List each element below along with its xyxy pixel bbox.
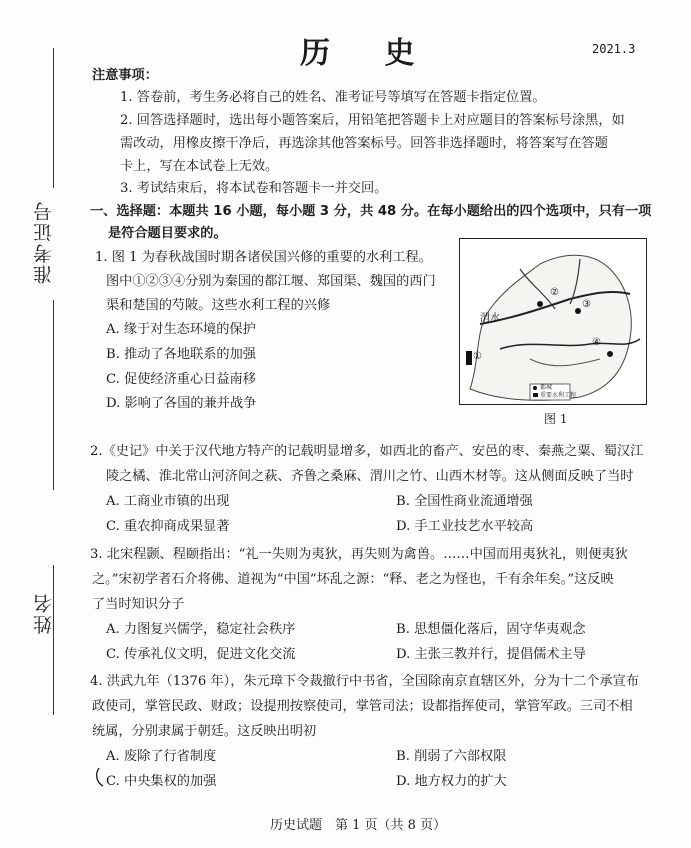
q4-stem: 统属，分别隶属于朝廷。这反映出明初 [92, 724, 317, 739]
q1-option-a[interactable]: A. 缘于对生态环境的保护 [106, 322, 256, 337]
separator-line [53, 300, 54, 490]
page-footer: 历史试题 第 1 页（共 8 页） [270, 818, 447, 833]
q2-option-a[interactable]: A. 工商业市镇的出现 [106, 494, 230, 509]
note-line: 2. 回答选择题时，选出每小题答案后，用铅笔把答题卡上对应题目的答案标号涂黑，如 [120, 113, 625, 128]
q1-stem: 1. 图 1 为春秋战国时期各诸侯国兴修的重要的水利工程。 [95, 250, 432, 265]
notes-heading: 注意事项： [92, 68, 158, 83]
figure-1-map [459, 238, 647, 405]
q3-option-b[interactable]: B. 思想僵化落后，固守华夷观念 [396, 622, 586, 637]
q4-option-d[interactable]: D. 地方权力的扩大 [396, 774, 507, 789]
q3-option-d[interactable]: D. 主张三教并行，提倡儒术主导 [396, 647, 586, 662]
q1-stem: 渠和楚国的芍陂。这些水利工程的兴修 [106, 298, 331, 313]
legend-capital: 都城 [540, 384, 553, 391]
q1-option-c[interactable]: C. 促使经济重心日益南移 [106, 372, 256, 387]
q2-option-c[interactable]: C. 重农抑商成果显著 [106, 519, 230, 534]
map-marker-1: ① [473, 351, 482, 362]
q1-option-b[interactable]: B. 推动了各地联系的加强 [106, 347, 256, 362]
map-marker-4: ④ [592, 337, 601, 348]
exam-id-label: 准考证号 [33, 200, 55, 284]
page-title: 历 史 [300, 36, 437, 71]
legend-project: 重要水利工程 [540, 392, 577, 399]
map-marker-3: ③ [582, 299, 591, 310]
id-fill-line [53, 48, 54, 188]
note-line: 卡上，写在本试卷上无效。 [120, 159, 279, 174]
note-line: 需改动，用橡皮擦干净后，再选涂其他答案标号。回答非选择题时，将答案写在答题 [120, 136, 608, 151]
map-marker-2: ② [550, 287, 559, 298]
q4-option-a[interactable]: A. 废除了行省制度 [106, 749, 217, 764]
name-label: 姓名 [33, 592, 55, 634]
q4-option-b[interactable]: B. 削弱了六部权限 [396, 749, 507, 764]
q4-option-c[interactable]: C. 中央集权的加强 [106, 774, 217, 789]
q2-stem: 2.《史记》中关于汉代地方特产的记载明显增多，如西北的畜产、安邑的枣、秦燕之粟、蜀汉江 [90, 444, 644, 459]
section-heading-cont: 是符合题目要求的。 [108, 226, 227, 241]
q1-stem: 图中①②③④分别为秦国的都江堰、郑国渠、魏国的西门 [106, 274, 436, 289]
note-line: 3. 考试结束后，将本试卷和答题卡一并交回。 [120, 181, 388, 196]
section-heading: 一、选择题：本题共 16 小题，每小题 3 分，共 48 分。在每小题给出的四个选项中，只有一项 [90, 204, 652, 219]
q4-stem: 政使司，掌管民政、财政；设提刑按察使司，掌管司法；设都指挥使司，掌管军政。三司不相 [92, 699, 633, 714]
river-label: 渭水 [480, 313, 500, 324]
figure-1-caption: 图 1 [544, 412, 568, 426]
q2-option-b[interactable]: B. 全国性商业流通增强 [396, 494, 533, 509]
q4-stem: 4. 洪武九年（1376 年），朱元璋下令裁撤行中书省，全国除南京直辖区外，分为十二个承宣布 [90, 674, 640, 689]
q3-stem: 3. 北宋程颢、程颐指出：“礼一失则为夷狄，再失则为禽兽。……中国而用夷狄礼，则便夷狄 [90, 547, 628, 562]
q3-option-c[interactable]: C. 传承礼仪文明，促进文化交流 [106, 647, 296, 662]
name-fill-line [53, 565, 54, 715]
q1-option-d[interactable]: D. 影响了各国的兼并战争 [106, 396, 257, 411]
q2-option-d[interactable]: D. 手工业技艺水平较高 [396, 519, 534, 534]
q3-option-a[interactable]: A. 力图复兴儒学，稳定社会秩序 [106, 622, 296, 637]
exam-date: 2021.3 [592, 42, 636, 56]
handwritten-check-mark [93, 760, 123, 790]
note-line: 1. 答卷前，考生务必将自己的姓名、准考证号等填写在答题卡指定位置。 [120, 90, 546, 105]
q3-stem: 了当时知识分子 [92, 597, 185, 612]
q3-stem: 之。”宋初学者石介将佛、道视为“中国”坏乱之源：“释、老之为怪也，千有余年矣。”这反映 [92, 572, 614, 587]
q2-stem: 陵之橘、淮北常山河济间之萩、齐鲁之桑麻、渭川之竹、山西木材等。这从侧面反映了当时 [106, 469, 634, 484]
